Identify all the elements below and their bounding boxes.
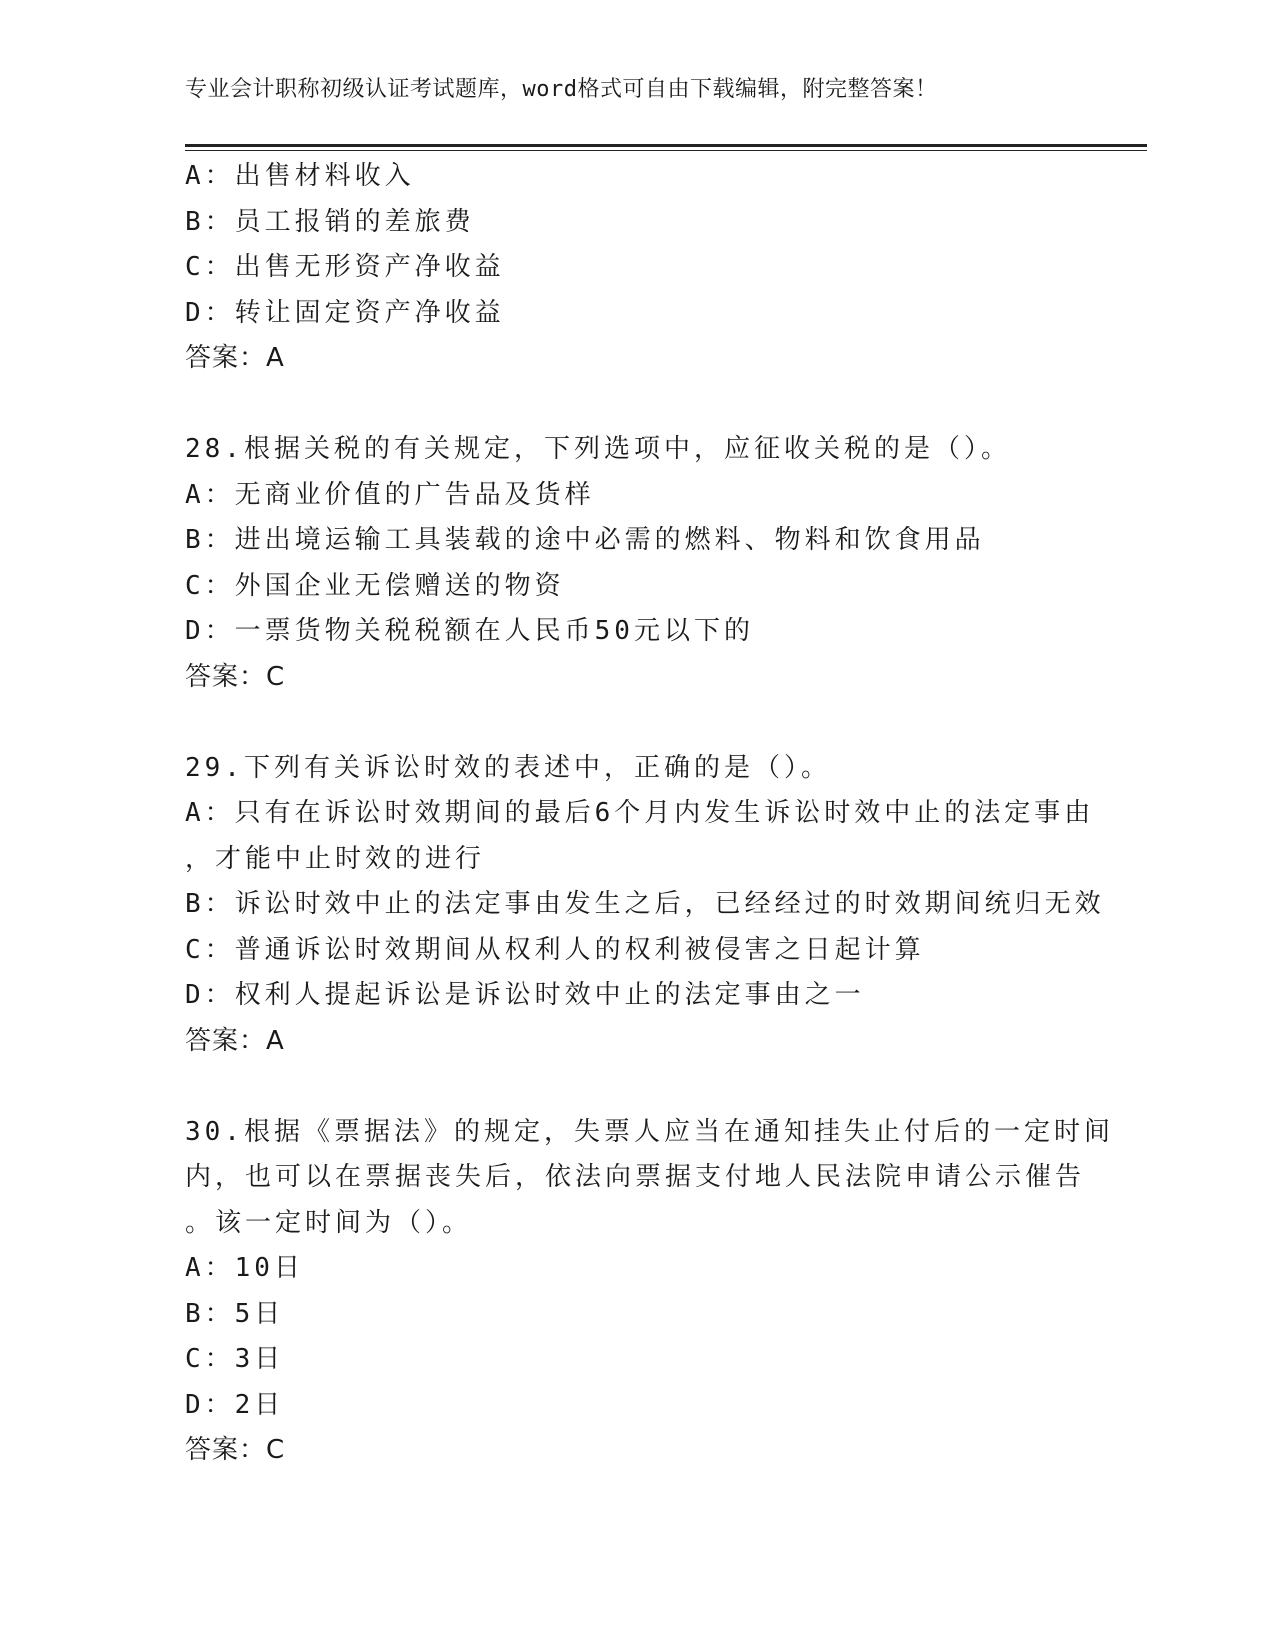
option-a: A：只有在诉讼时效期间的最后6个月内发生诉讼时效中止的法定事由 — [185, 798, 1095, 828]
option-c: C：普通诉讼时效期间从权利人的权利被侵害之日起计算 — [185, 934, 925, 965]
header-divider-thin — [185, 150, 1147, 151]
answer: 答案：A — [185, 343, 285, 373]
header-divider — [185, 144, 1147, 147]
question-stem-continued: 内，也可以在票据丧失后，依法向票据支付地人民法院申请公示催告 — [185, 1162, 1086, 1192]
question-stem: 30.根据《票据法》的规定，失票人应当在通知挂失止付后的一定时间 — [185, 1116, 1114, 1147]
option-c: C：3日 — [185, 1344, 285, 1374]
question-content — [185, 154, 1114, 1474]
page-header: 专业会计职称初级认证考试题库，word格式可自由下载编辑，附完整答案！ — [185, 77, 938, 102]
option-b: B：进出境运输工具装载的途中必需的燃料、物料和饮食用品 — [185, 525, 985, 555]
option-a: A：出售材料收入 — [185, 161, 415, 191]
question-stem: 29.下列有关诉讼时效的表述中，正确的是（）。 — [185, 752, 831, 783]
option-a: A：无商业价值的广告品及货样 — [185, 479, 595, 510]
question-stem-continued: 。该一定时间为（）。 — [185, 1207, 473, 1238]
option-a: A：10日 — [185, 1253, 304, 1283]
option-a-continued: ，才能中止时效的进行 — [185, 843, 486, 874]
answer: 答案：C — [185, 1435, 286, 1465]
answer: 答案：C — [185, 661, 286, 692]
spacer — [185, 700, 1085, 746]
option-b: B：诉讼时效中止的法定事由发生之后，已经经过的时效期间统归无效 — [185, 889, 1105, 919]
option-b: B：5日 — [185, 1298, 285, 1329]
spacer — [185, 1064, 1085, 1110]
option-d: D：转让固定资产净收益 — [185, 297, 505, 328]
option-c: C：出售无形资产净收益 — [185, 252, 505, 282]
spacer — [185, 382, 1085, 428]
option-d: D：一票货物关税税额在人民币50元以下的 — [185, 616, 754, 646]
answer: 答案：A — [185, 1025, 285, 1056]
question-stem: 28.根据关税的有关规定，下列选项中，应征收关税的是（）。 — [185, 434, 1011, 464]
option-c: C：外国企业无偿赠送的物资 — [185, 570, 565, 601]
option-d: D：2日 — [185, 1389, 285, 1420]
option-d: D：权利人提起诉讼是诉讼时效中止的法定事由之一 — [185, 980, 865, 1010]
option-b: B：员工报销的差旅费 — [185, 206, 475, 237]
